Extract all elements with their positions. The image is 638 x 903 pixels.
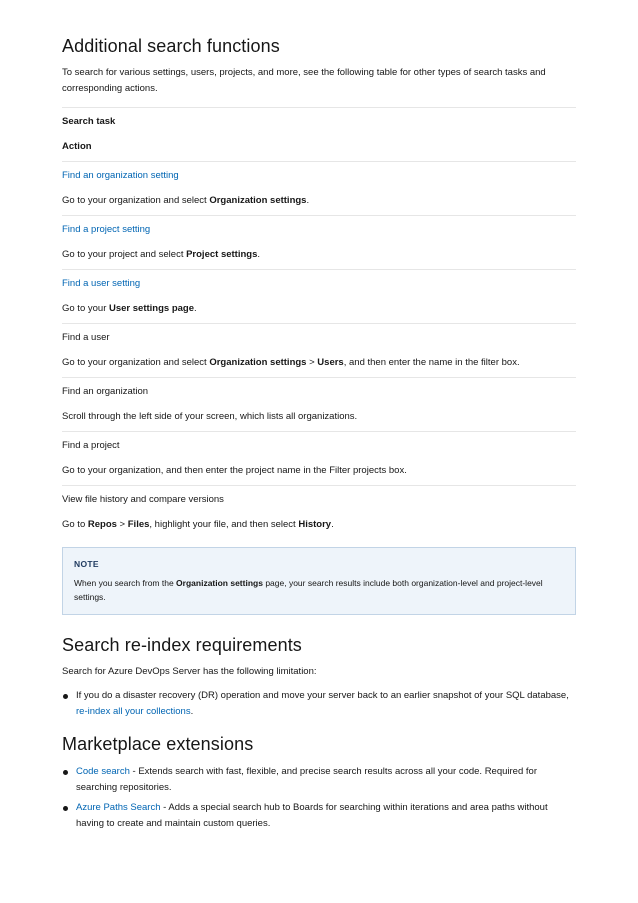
task-find-organization: Find an organization [62,386,149,397]
list-item [62,800,576,832]
bullet-prefix: If you do a disaster recovery (DR) operation and move your server back to an earlier snapshot of your SQL database, [76,690,569,701]
action-prefix: Go to your [62,303,109,314]
action-suffix: , and then enter the name in the filter box. [343,357,520,368]
action-suffix: . [331,519,334,530]
marketplace-bullet-list [62,764,576,832]
table-header-row [62,108,576,161]
task-find-user: Find a user [62,332,110,343]
table-row [62,270,576,323]
action-text [62,247,576,263]
action-text [62,355,576,371]
header-action: Action [62,141,92,152]
section-title-marketplace: Marketplace extensions [62,734,254,754]
note-body [74,576,564,604]
list-item [62,764,576,796]
action-suffix: . [257,249,261,260]
task-link-organization-setting[interactable]: Find an organization setting [62,170,179,181]
table-row [62,162,576,215]
list-item [62,688,576,720]
task-link-project-setting[interactable]: Find a project setting [62,224,151,235]
bullet-text: - Extends search with fast, flexible, and precise search results across all your code. Required for searching repositories. [76,766,537,793]
note-suffix: page, your search results include both organization-level and project-level settings. [74,578,543,602]
action-bold: User settings page [109,303,194,314]
reindex-bullet-list [62,688,576,720]
action-bold: Organization settings [209,357,307,368]
reindex-collections-link[interactable]: re-index all your collections [76,706,191,717]
action-prefix: Go to [62,519,88,530]
action-prefix: Go to your organization and select [62,357,210,368]
action-prefix: Go to your organization and select [62,195,210,206]
bullet-icon [63,806,68,811]
azure-paths-search-link[interactable]: Azure Paths Search [76,802,161,813]
code-search-link[interactable]: Code search [76,766,130,777]
action-suffix: . [306,195,310,206]
bullet-icon [63,770,68,775]
action-bold-2: Users [317,357,344,368]
section-title-additional-search: Additional search functions [62,36,280,56]
header-search-task: Search task [62,116,116,127]
action-mid: > [306,357,318,368]
action-mid: > [116,519,128,530]
table-row [62,486,576,539]
task-view-file-history: View file history and compare versions [62,494,224,505]
table-row [62,216,576,269]
task-link-user-setting[interactable]: Find a user setting [62,278,141,289]
action-bold: Repos [87,519,117,530]
action-prefix: Go to your project and select [62,249,187,260]
note-callout [62,547,576,615]
search-tasks-table [62,107,576,539]
section-title-reindex: Search re-index requirements [62,635,302,655]
action-bold-2: Files [127,519,150,530]
action-text [62,301,576,317]
action-text: Scroll through the left side of your screen, which lists all organizations. [62,411,358,422]
action-text: Go to your organization, and then enter the project name in the Filter projects box. [62,465,407,476]
action-text [62,517,576,533]
note-title: NOTE [74,559,99,569]
section-intro: To search for various settings, users, projects, and more, see the following table for other types of search tasks and corresponding actions. [62,67,546,94]
bullet-text: - Adds a special search hub to Boards for searching within iterations and area paths without having to create and maintain custom queries. [76,802,548,829]
action-mid-2: , highlight your file, and then select [149,519,299,530]
bullet-icon [63,694,68,699]
table-row [62,378,576,431]
action-suffix: . [194,303,197,314]
section-intro: Search for Azure DevOps Server has the following limitation: [62,666,317,677]
action-bold-3: History [298,519,332,530]
action-bold: Project settings [186,249,258,260]
table-row [62,432,576,485]
note-bold: Organization settings [176,578,263,588]
action-bold: Organization settings [209,195,307,206]
bullet-suffix: . [190,706,194,717]
table-row [62,324,576,377]
task-find-project: Find a project [62,440,120,451]
note-prefix: When you search from the [74,578,177,588]
action-text [62,193,576,209]
